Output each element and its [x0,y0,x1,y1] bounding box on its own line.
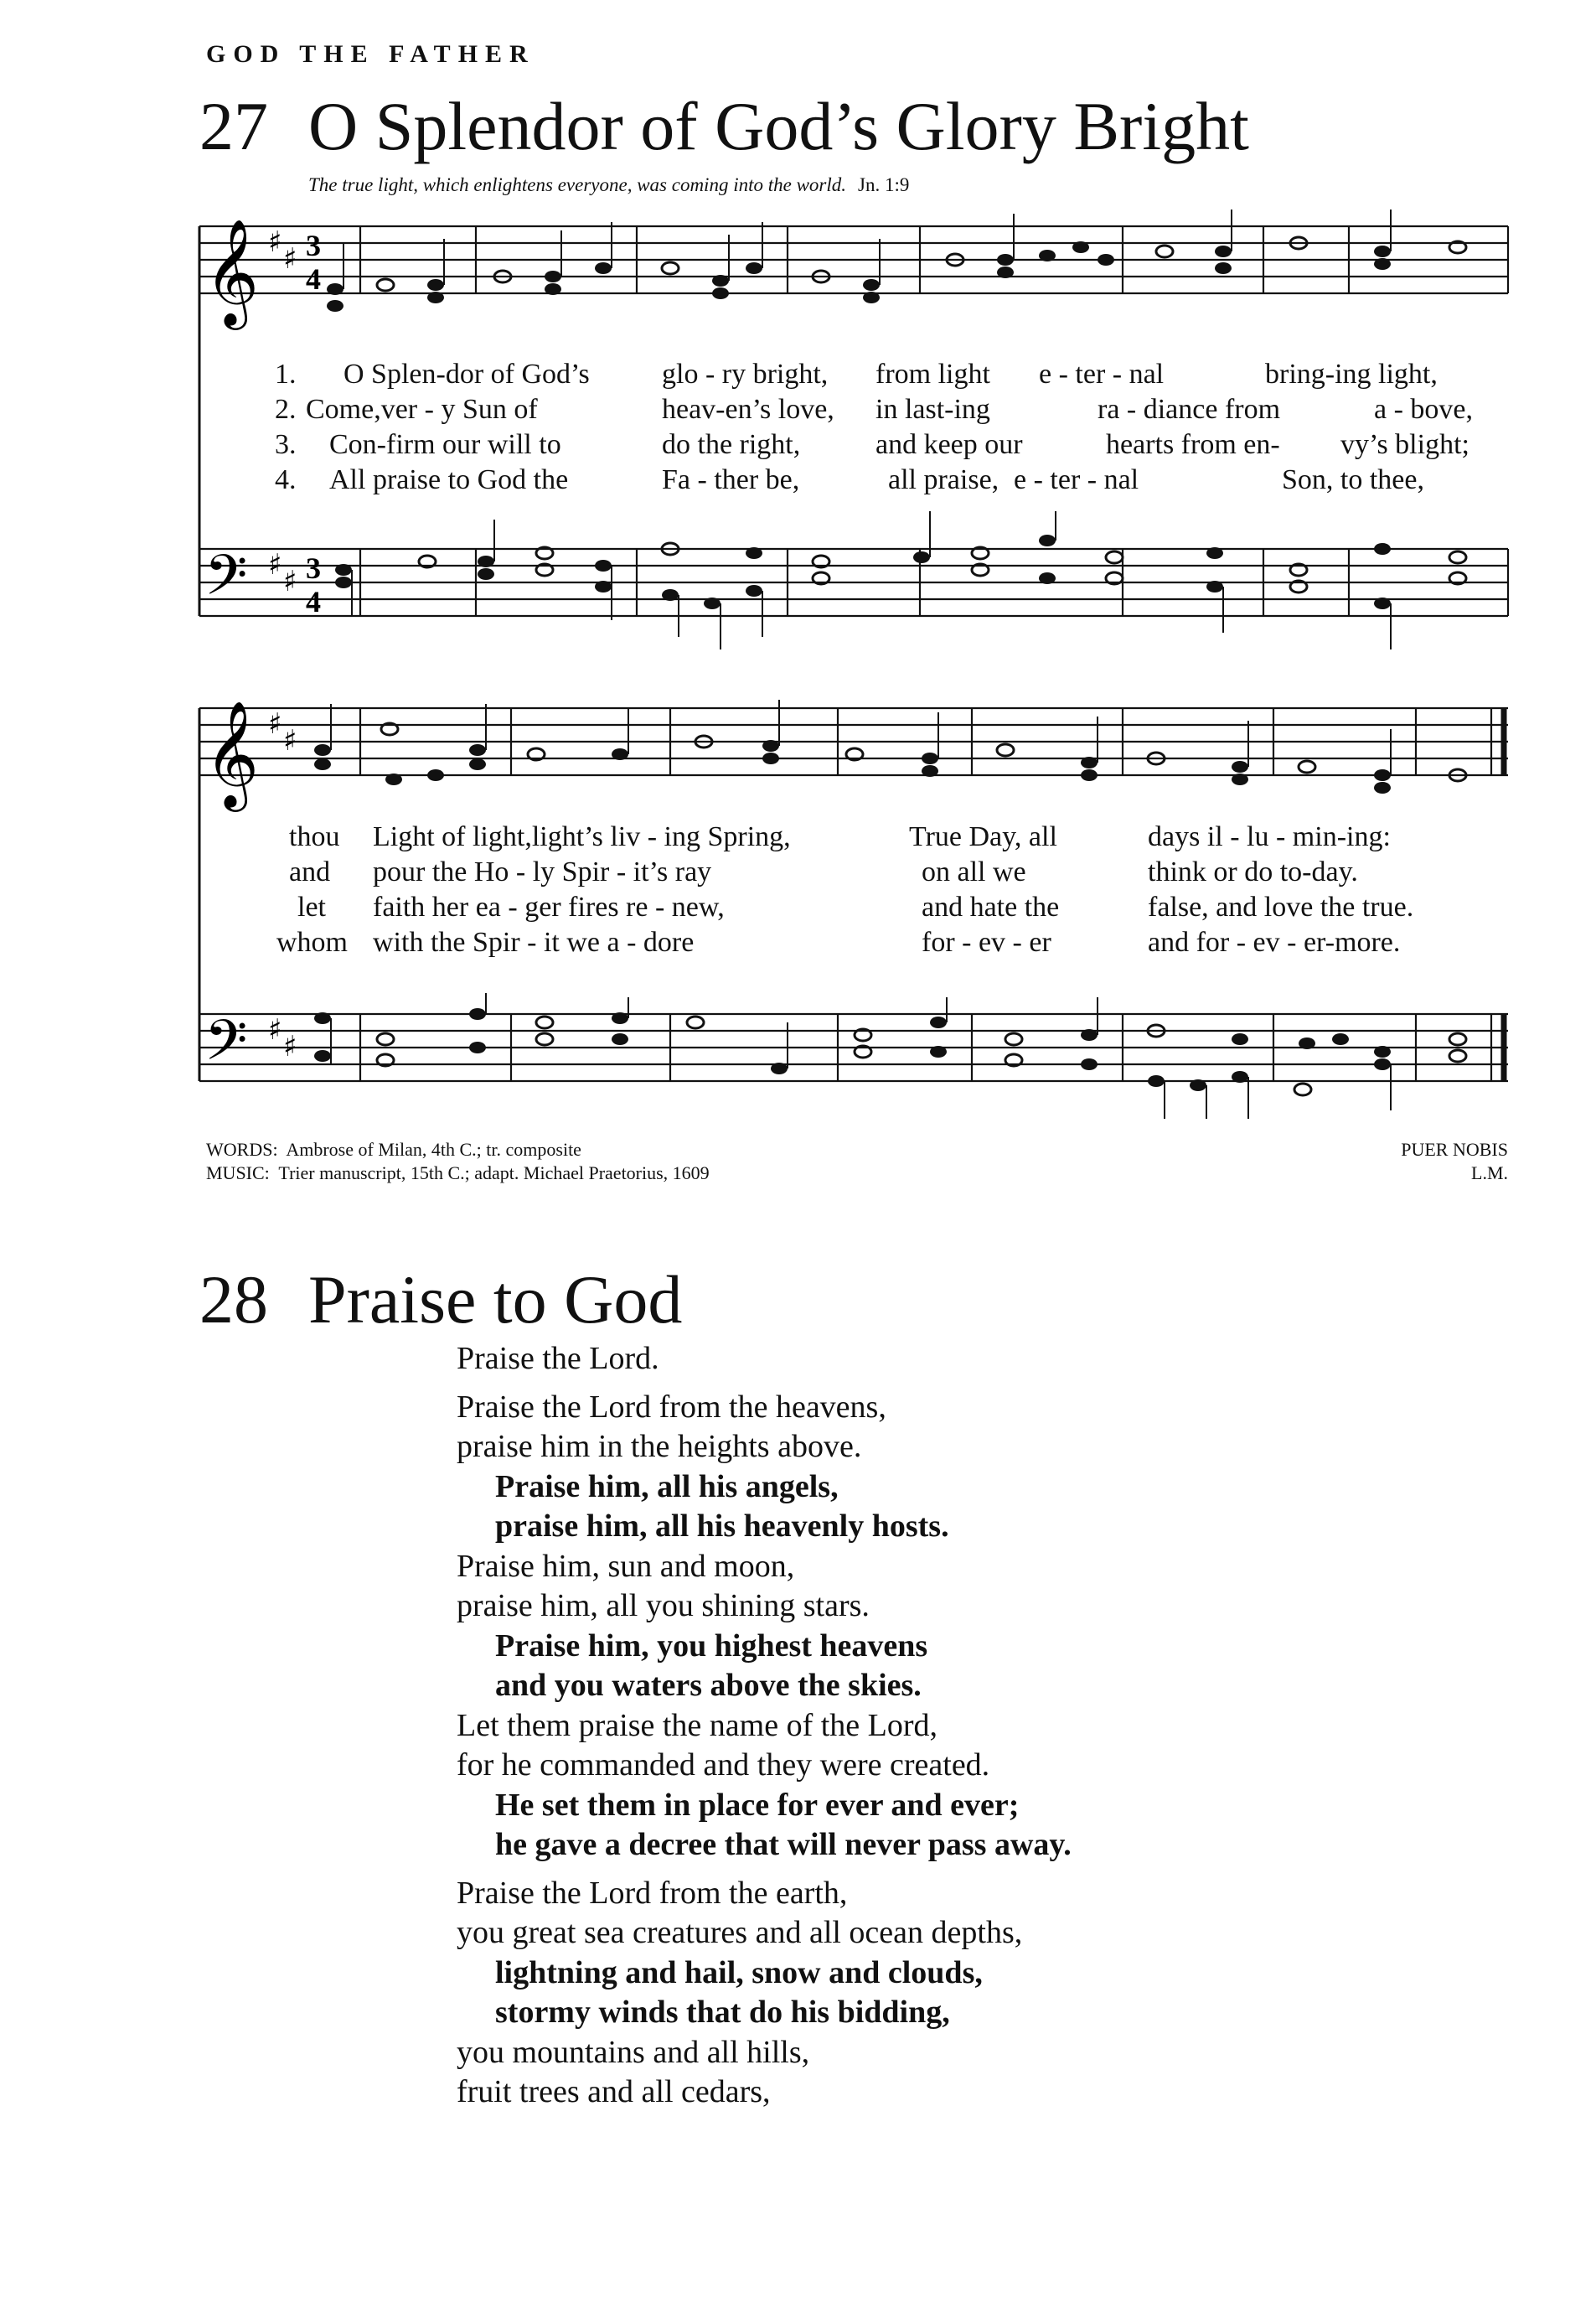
hymn-number: 27 [199,88,268,164]
hymn-title: O Splendor of God’s Glory Bright [308,88,1249,164]
music-credit: MUSIC: Trier manuscript, 15th C.; adapt. Michael Praetorius, 1609 [206,1162,710,1183]
treble-staff-system-1 [0,210,1596,377]
svg-text:♯: ♯ [283,565,297,598]
leader-line: you great sea creatures and all ocean depths, [457,1915,1023,1950]
reading-number: 28 [199,1261,268,1338]
hymn-credits [206,1138,710,1185]
sharp-icon: ♯ [268,225,282,259]
response-line: he gave a decree that will never pass away. [495,1827,1072,1862]
response-line: stormy winds that do his bidding, [495,1995,950,2030]
leader-line: praise him, all you shining stars. [457,1588,870,1623]
bass-clef-icon: 𝄢 [204,1008,248,1086]
reading-title: Praise to God [308,1261,683,1338]
leader-line: Let them praise the name of the Lord, [457,1707,938,1743]
time-signature-bottom: 4 [306,262,321,296]
leader-line: Praise the Lord from the earth, [457,1875,848,1911]
svg-text:♯: ♯ [283,1030,297,1063]
sharp-icon: ♯ [268,1013,282,1047]
tune-info [1257,1138,1508,1185]
response-line: praise him, all his heavenly hosts. [495,1508,949,1544]
leader-line: Praise the Lord. [457,1341,659,1376]
time-signature-top: 3 [306,551,321,585]
scripture-epigraph [308,174,909,196]
svg-text:♯: ♯ [283,242,297,276]
lyrics-system-2: thou Light of light,light’s liv - ing Spring, True Day, all days il - lu - min-ing: and pour the Ho - ly Spir - it’s ray on all we think or do to-day. let faith her ea - ger fires re - new, and hate the false, and love the true. whom with the Spir - it we a - dore for - ev - er and for - ev - er-more. [276,821,1414,958]
response-line: Praise him, all his angels, [495,1468,839,1504]
words-credit: WORDS: Ambrose of Milan, 4th C.; tr. composite [206,1139,581,1160]
treble-clef-icon: 𝄞 [204,700,260,807]
epigraph-reference: Jn. 1:9 [858,174,910,195]
sharp-icon: ♯ [268,548,282,582]
lyrics-system-1: 1. O Splen-dor of God’s glo - ry bright, from light e - ter - nal bring-ing light, 2. Come,ver - y Sun of heav-en’s love, in last-ing ra - diance from a - bove, 3. Con-firm our will to do the right, and keep our hearts from en- vy’s blight; 4. All praise to God the Fa - ther be, all praise, e - ter - nal Son, to thee, [275,359,1474,495]
sharp-icon: ♯ [268,707,282,741]
treble-staff-system-2 [0,687,1596,838]
bass-clef-icon: 𝄢 [204,543,248,621]
epigraph-text: The true light, which enlightens everyone, was coming into the world. [308,174,847,195]
meter: L.M. [1471,1162,1508,1183]
svg-text:♯: ♯ [283,724,297,758]
response-line: and you waters above the skies. [495,1668,922,1703]
time-signature-top: 3 [306,229,321,262]
response-line: He set them in place for ever and ever; [495,1787,1020,1823]
response-line: Praise him, you highest heavens [495,1627,928,1664]
leader-line: Praise him, sun and moon, [457,1548,795,1584]
leader-line: praise him in the heights above. [457,1429,862,1464]
leader-line: Praise the Lord from the heavens, [457,1389,886,1425]
reading-text [457,1339,1072,2113]
treble-clef-icon: 𝄞 [204,218,260,325]
bass-staff-system-2 [0,989,1596,1123]
section-header: GOD THE FATHER [206,40,535,68]
tune-name: PUER NOBIS [1401,1139,1508,1160]
leader-line: for he commanded and they were created. [457,1747,990,1783]
bass-staff-system-1 [0,528,1596,654]
leader-line: fruit trees and all cedars, [457,2074,771,2109]
leader-line: you mountains and all hills, [457,2034,810,2070]
time-signature-bottom: 4 [306,585,321,618]
response-line: lightning and hail, snow and clouds, [495,1954,983,1990]
